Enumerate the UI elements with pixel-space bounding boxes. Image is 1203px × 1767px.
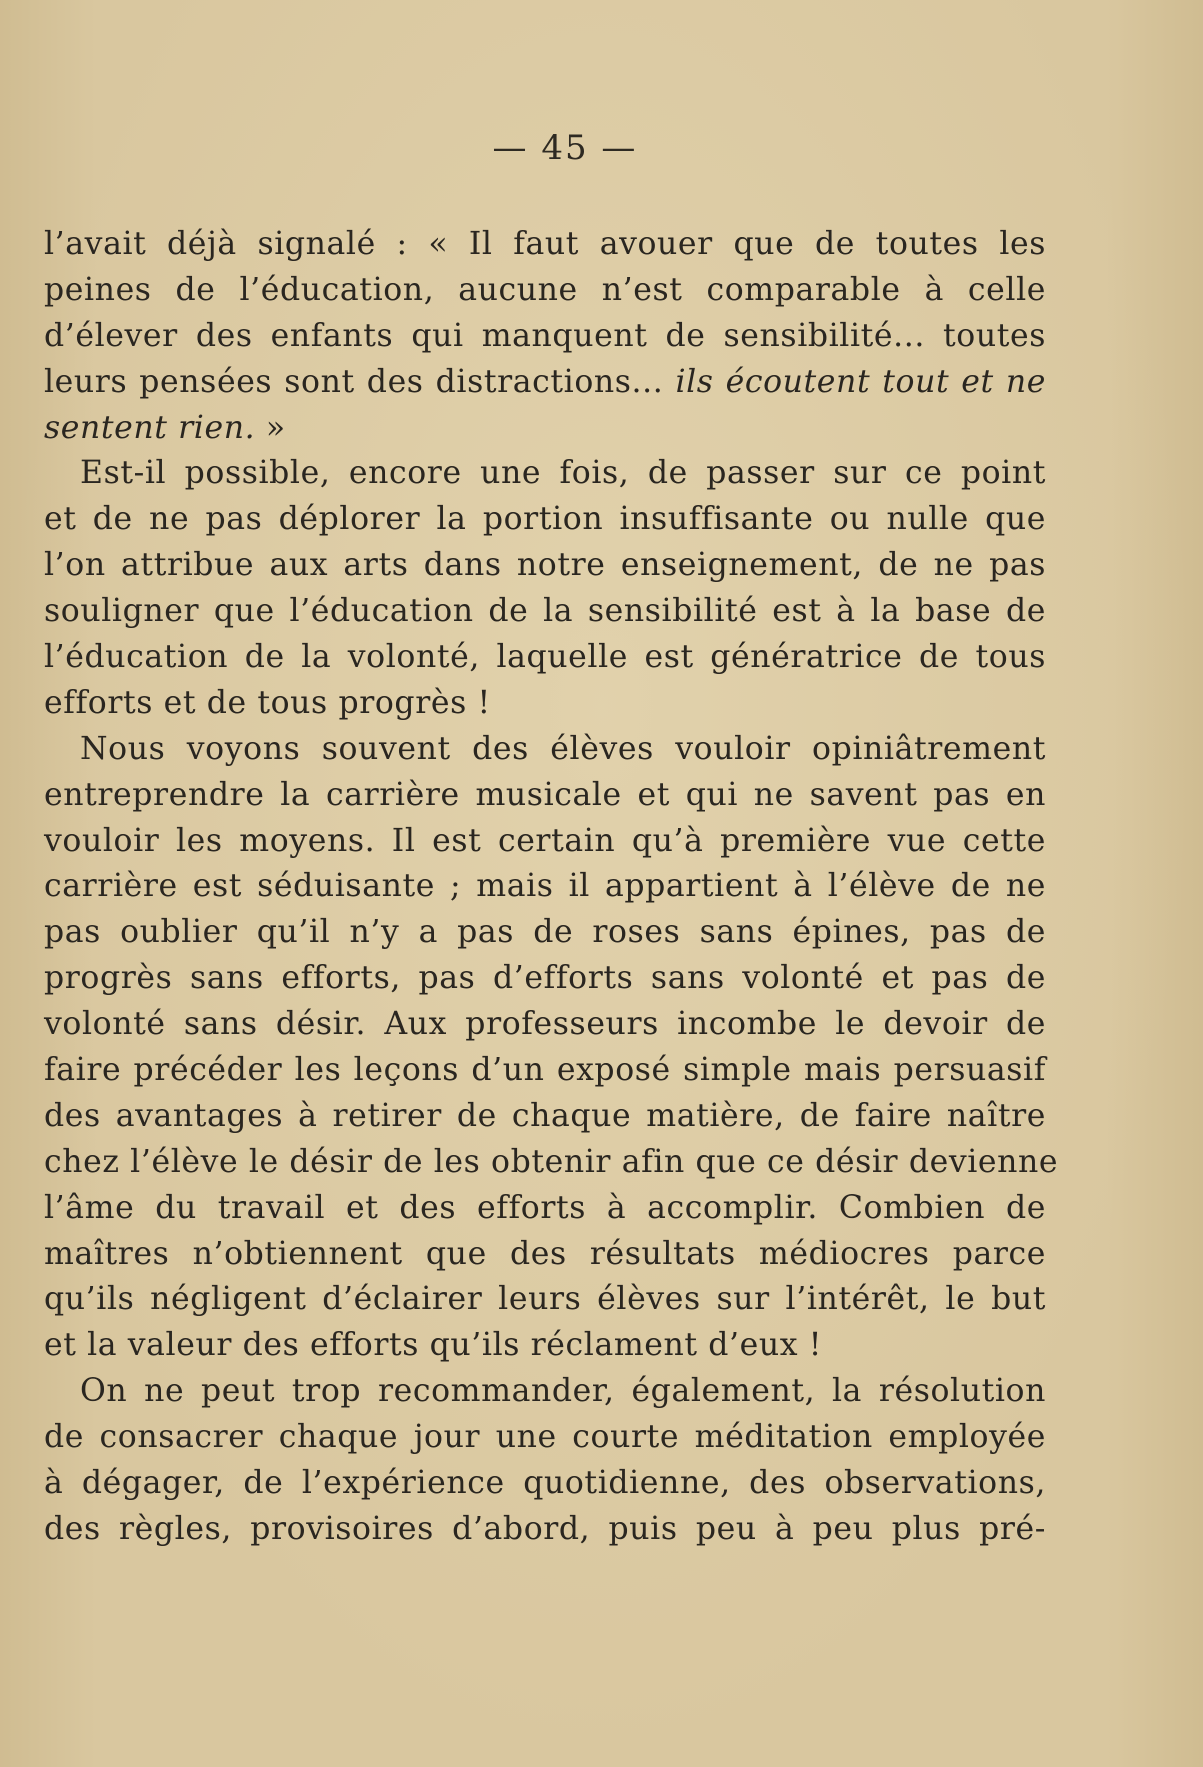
- text-line: et de ne pas déplorer la portion insuffisante ou nulle que: [44, 501, 1046, 538]
- text-line: volonté sans désir. Aux professeurs incombe le devoir de: [44, 1006, 1046, 1043]
- text-line: efforts et de tous progrès !: [44, 684, 491, 721]
- text-line: carrière est séduisante ; mais il appartient à l’élève de ne: [44, 868, 1046, 905]
- paragraph-start-line: Est-il possible, encore une fois, de passer sur ce point: [80, 455, 1046, 492]
- text-line: l’âme du travail et des efforts à accomplir. Combien de: [44, 1189, 1046, 1226]
- text-line: peines de l’éducation, aucune n’est comparable à celle: [44, 271, 1046, 308]
- text-line: leurs pensées sont des distractions... ils écoutent tout et ne: [44, 363, 1046, 400]
- text-line: pas oublier qu’il n’y a pas de roses sans épines, pas de: [44, 914, 1046, 951]
- text-line: faire précéder les leçons d’un exposé simple mais persuasif: [44, 1052, 1046, 1089]
- page-number: — 45 —: [492, 128, 638, 168]
- text-line: vouloir les moyens. Il est certain qu’à première vue cette: [44, 822, 1046, 859]
- text-line: chez l’élève le désir de les obtenir afin que ce désir devienne: [44, 1143, 1059, 1180]
- paragraph-start-line: Nous voyons souvent des élèves vouloir opiniâtrement: [80, 730, 1046, 767]
- text-line: l’avait déjà signalé : « Il faut avouer que de toutes les: [44, 226, 1046, 262]
- text-line: maîtres n’obtiennent que des résultats médiocres parce: [44, 1235, 1046, 1272]
- text-line: d’élever des enfants qui manquent de sensibilité... toutes: [44, 317, 1046, 354]
- text-line: de consacrer chaque jour une courte méditation employée: [44, 1419, 1046, 1456]
- text-line: des avantages à retirer de chaque matière, de faire naître: [44, 1097, 1046, 1134]
- paragraph-start-line: On ne peut trop recommander, également, la résolution: [80, 1373, 1046, 1410]
- text-line: l’éducation de la volonté, laquelle est génératrice de tous: [44, 639, 1046, 676]
- text-line: entreprendre la carrière musicale et qui ne savent pas en: [44, 776, 1046, 813]
- text-line: l’on attribue aux arts dans notre enseignement, de ne pas: [44, 547, 1046, 584]
- body-text: [44, 222, 1059, 1553]
- text-line: sentent rien. »: [44, 409, 286, 446]
- text-line: des règles, provisoires d’abord, puis peu à peu plus pré-: [44, 1510, 1046, 1547]
- text-line: souligner que l’éducation de la sensibilité est à la base de: [44, 593, 1046, 630]
- text-line: qu’ils négligent d’éclairer leurs élèves sur l’intérêt, le but: [44, 1281, 1046, 1318]
- text-line: à dégager, de l’expérience quotidienne, des observations,: [44, 1465, 1046, 1502]
- text-line: et la valeur des efforts qu’ils réclament d’eux !: [44, 1327, 823, 1364]
- text-line: progrès sans efforts, pas d’efforts sans volonté et pas de: [44, 960, 1046, 997]
